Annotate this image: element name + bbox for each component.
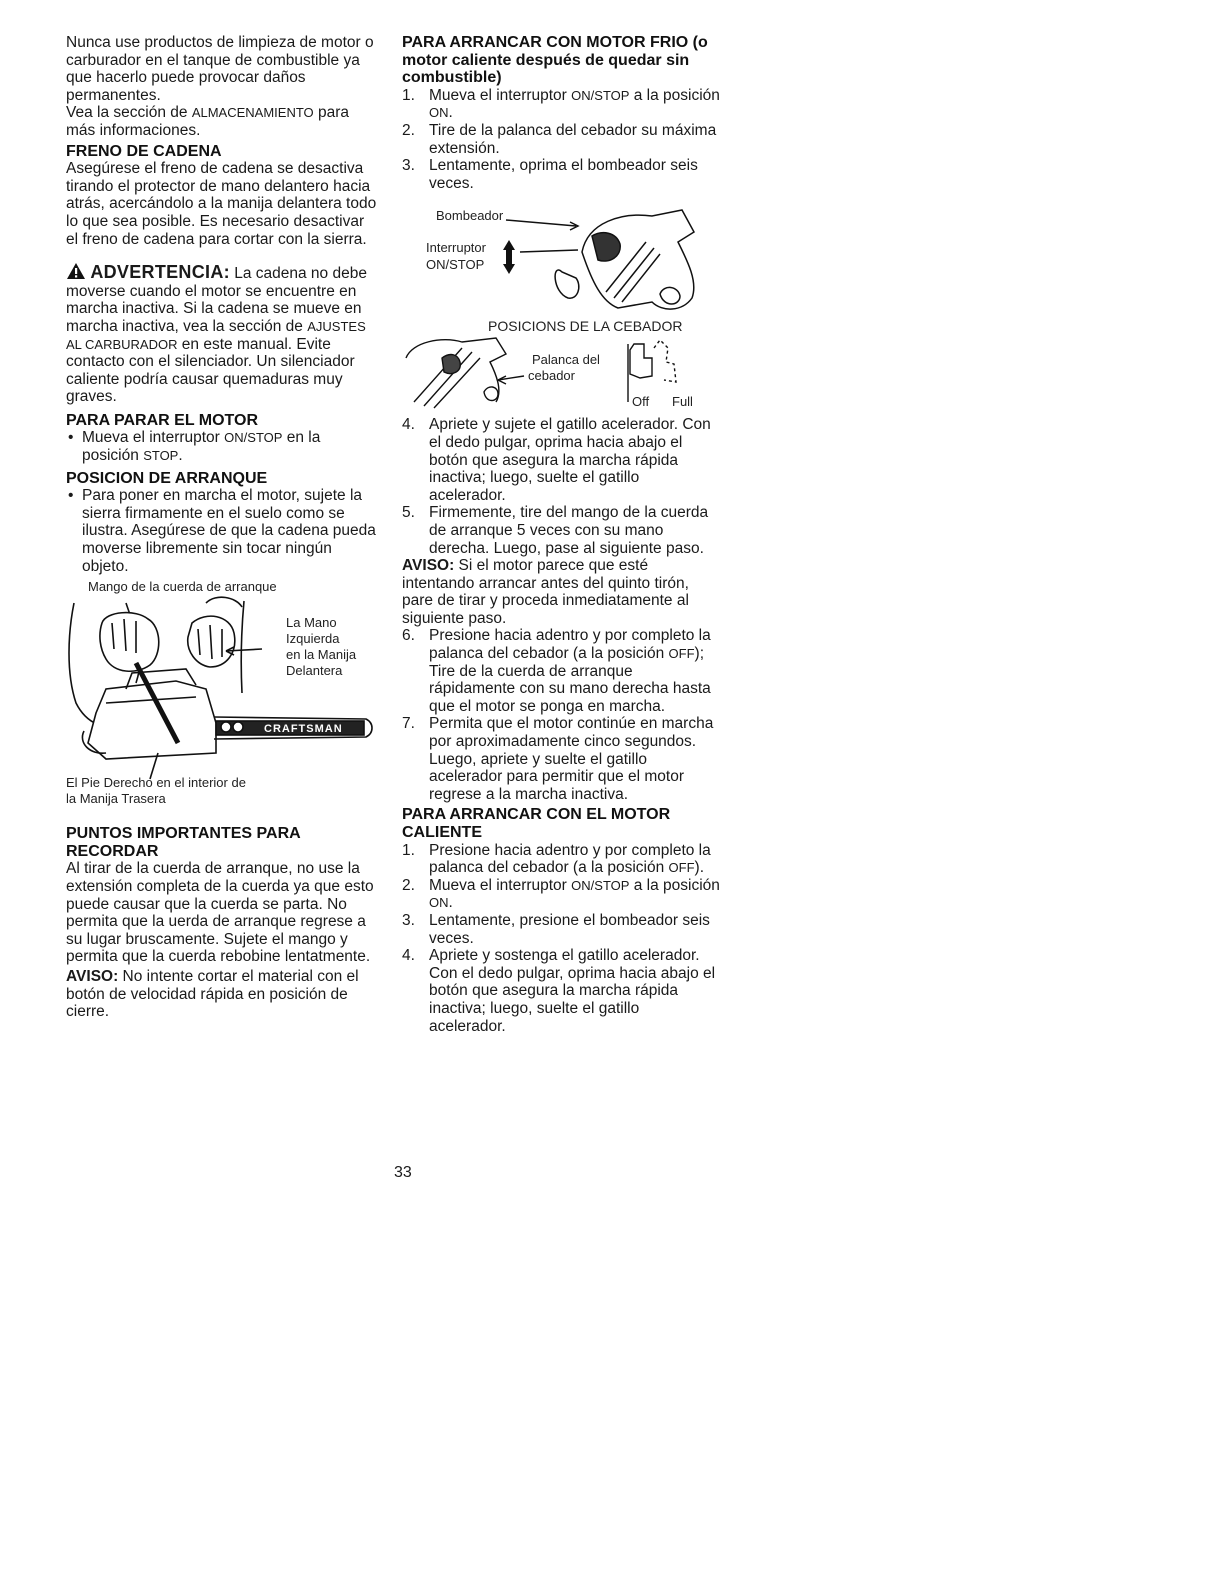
list-item: • Mueva el interruptor ON/STOP en la posición STOP. <box>66 429 378 464</box>
label-bombeador: Bombeador <box>436 208 504 224</box>
list-item: 4. Apriete y sujete el gatillo acelerador. Con el dedo pulgar, oprima hacia abajo el botón que asegura la marcha rápida inactiva; luego, suelte el gatillo acelerador. <box>402 416 711 504</box>
label-onstop: ON/STOP <box>426 257 485 273</box>
right-column <box>402 34 720 1035</box>
left-column <box>66 34 378 1021</box>
aviso-right: AVISO: Si el motor parece que esté intentando arrancar antes del quinto tirón, pare de tirar y proceda inmediatamente al siguiente paso. <box>402 557 689 627</box>
fig-brand-label: CRAFTSMAN <box>264 723 343 736</box>
choke-lever-illustration <box>402 318 720 416</box>
storage-reference: Vea la sección de ALMACENAMIENTO para más informaciones. <box>66 104 349 139</box>
freno-paragraph: Asegúrese el freno de cadena se desactiva tirando el protector de mano delantero hacia atrás, acercándolo a la manija delantera todo lo que sea posible. Es necesario desactivar el freno de cadena para cortar con la sierra. <box>66 160 377 248</box>
list-item: 3. Lentamente, presione el bombeador seis veces. <box>402 911 710 947</box>
starting-position-figure <box>66 579 378 821</box>
pump-switch-figure <box>402 202 720 318</box>
label-off: Off <box>632 394 650 410</box>
pump-switch-illustration <box>402 202 720 318</box>
label-cebador: cebador <box>528 368 575 384</box>
label-interruptor: Interruptor <box>426 240 486 256</box>
puntos-paragraph: Al tirar de la cuerda de arranque, no use la extensión completa de la cuerda ya que esto puede causar que la cuerda se parta. No permita que la uerda de arranque regrese a su lugar bruscamente. Sujete el mango y permita que la cuerda rebobine lentatmente. <box>66 860 374 966</box>
list-item: 6. Presione hacia adentro y por completo la palanca del cebador (a la posición OFF); Tire de la cuerda de arranque rápidamente con su mano derecha hasta que el motor se ponga en marcha. <box>402 627 711 715</box>
frio-steps-4-5 <box>402 416 720 557</box>
list-item: 7. Permita que el motor continúe en marcha por aproximadamente cinco segundos. Luego, apriete y suelte el gatillo acelerador para permitir que el motor regrese a la marcha inactiva. <box>402 715 714 803</box>
aviso-left: AVISO: No intente cortar el material con el botón de velocidad rápida en posición de cierre. <box>66 967 359 1021</box>
warning-block: ADVERTENCIA: La cadena no debe moverse cuando el motor se encuentre en marcha inactiva. Si la cadena se mueve en marcha inactiva, vea la sección de AJUSTES AL CARBURADOR en este manual. Evite contacto con el silenciador. Un silenciador caliente podría causar quemaduras muy graves. <box>66 262 367 406</box>
heading-motor-frio: PARA ARRANCAR CON MOTOR FRIO (o motor caliente después de quedar sin combustible) <box>402 34 708 87</box>
arrow-up-icon <box>503 240 515 250</box>
list-item: 5. Firmemente, tire del mango de la cuerda de arranque 5 veces con su mano derecha. Luego, pase al siguiente paso. <box>402 504 709 557</box>
list-item: 4. Apriete y sostenga el gatillo acelerador. Con el dedo pulgar, oprima hacia abajo el botón que asegura la marcha rápida inactiva; luego, suelte el gatillo acelerador. <box>402 947 716 1035</box>
warning-icon <box>66 262 86 280</box>
choke-positions-figure <box>402 318 720 416</box>
label-palanca: Palanca del <box>532 352 600 368</box>
parar-list <box>66 429 378 464</box>
intro-paragraph: Nunca use productos de limpieza de motor o carburador en el tanque de combustible ya que hacerlo puede provocar daños permanentes. <box>66 34 374 104</box>
heading-para-parar: PARA PARAR EL MOTOR <box>66 411 259 429</box>
arrow-down-icon <box>503 264 515 274</box>
heading-motor-caliente: PARA ARRANCAR CON EL MOTOR CALIENTE <box>402 806 671 841</box>
frio-steps-6-7 <box>402 627 720 803</box>
frio-steps-1-3 <box>402 87 720 193</box>
caption-mango-cuerda: Mango de la cuerda de arranque <box>88 579 277 595</box>
heading-puntos-importantes: PUNTOS IMPORTANTES PARA RECORDAR <box>66 825 301 860</box>
aviso-label: AVISO: <box>66 967 119 985</box>
caption-pie-derecho: El Pie Derecho en el interior de la Manija Trasera <box>66 775 246 807</box>
list-item: 1. Presione hacia adentro y por completo la palanca del cebador (a la posición OFF). <box>402 841 711 877</box>
warning-title: ADVERTENCIA: <box>90 262 230 283</box>
label-full: Full <box>672 394 693 410</box>
list-item: 3. Lentamente, oprima el bombeador seis veces. <box>402 157 698 192</box>
caption-mano-izquierda: La Mano Izquierda en la Manija Delantera <box>286 615 357 679</box>
caliente-steps <box>402 842 720 1036</box>
page-number: 33 <box>394 1164 412 1181</box>
heading-freno-de-cadena: FRENO DE CADENA <box>66 142 222 160</box>
list-item: 1. Mueva el interruptor ON/STOP a la posición ON. <box>402 86 720 122</box>
list-item: 2. Tire de la palanca del cebador su máxima extensión. <box>402 121 717 157</box>
posicion-list <box>66 487 378 575</box>
list-item: 2. Mueva el interruptor ON/STOP a la posición ON. <box>402 876 720 912</box>
choke-figure-title: POSICIONS DE LA CEBADOR <box>488 318 683 335</box>
aviso-label: AVISO: <box>402 557 455 575</box>
list-item: • Para poner en marcha el motor, sujete la sierra firmamente en el suelo como se ilustra. Asegúrese de que la cadena pueda moverse libremente sin tocar ningún objeto. <box>66 487 378 575</box>
heading-posicion-arranque: POSICION DE ARRANQUE <box>66 469 268 487</box>
